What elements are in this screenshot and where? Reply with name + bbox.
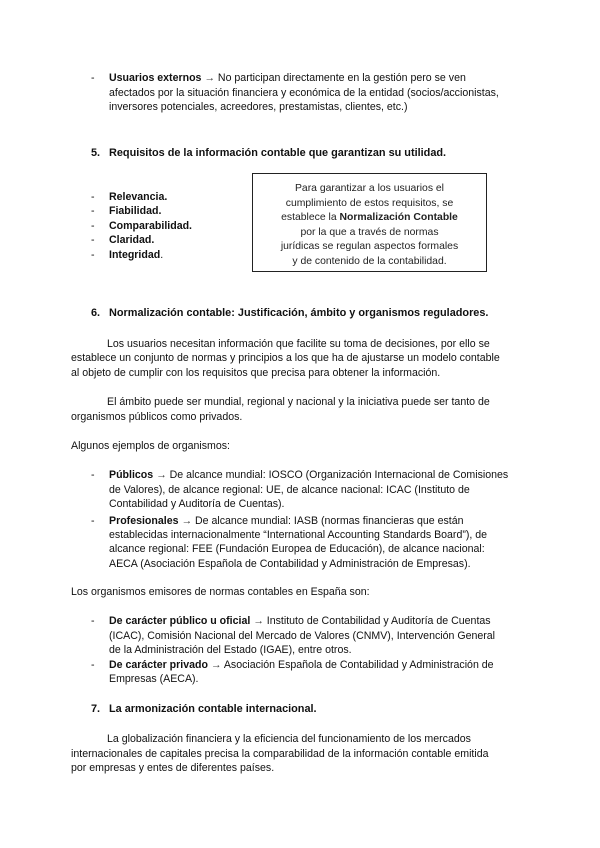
bullet-dash: -	[91, 469, 95, 481]
normalization-note-box	[252, 173, 487, 272]
external-users-text: No participan directamente en la gestión pero se ven	[214, 72, 466, 84]
external-users-line3: inversores potenciales, acreedores, prestamistas, clientes, etc.)	[109, 101, 408, 113]
bullet-dash: -	[91, 659, 95, 671]
arrow-icon: →	[253, 615, 264, 627]
section-5-number: 5.	[91, 147, 101, 159]
requirement-item: Integridad.	[109, 249, 164, 261]
bullet-dash: -	[91, 515, 95, 527]
requirement-item: Relevancia.	[109, 191, 168, 203]
bullet-dash: -	[91, 249, 95, 261]
bullet-dash: -	[91, 220, 95, 232]
requirement-item: Comparabilidad.	[109, 220, 192, 232]
arrow-icon: →	[204, 72, 215, 84]
external-users-line1	[109, 71, 466, 86]
requirement-item: Fiabilidad.	[109, 205, 162, 217]
professional-label: Profesionales	[109, 515, 179, 527]
section-6-title: Normalización contable: Justificación, ámbito y organismos reguladores.	[109, 307, 489, 319]
public-label: Públicos	[109, 469, 154, 481]
section-7-number: 7.	[91, 703, 101, 715]
examples-intro: Algunos ejemplos de organismos:	[71, 440, 230, 452]
section-7-title: La armonización contable internacional.	[109, 703, 317, 715]
normalization-note-text: Para garantizar a los usuarios el cumplimiento de estos requisitos, se establece la Normalización Contable por la que a través de normas jurídicas se regulan aspectos formales y de contenido de la contabilidad.	[280, 183, 459, 267]
arrow-icon: →	[156, 469, 167, 481]
bullet-dash: -	[91, 615, 95, 627]
bullet-dash: -	[91, 191, 95, 203]
spain-public-label: De carácter público u oficial	[109, 615, 251, 627]
bullet-dash: -	[91, 205, 95, 217]
external-users-label: Usuarios externos	[109, 72, 202, 84]
section-6-number: 6.	[91, 307, 101, 319]
bullet-dash: -	[91, 72, 95, 84]
bullet-dash: -	[91, 234, 95, 246]
spain-private-label: De carácter privado	[109, 659, 208, 671]
requirement-item: Claridad.	[109, 234, 155, 246]
external-users-line2: afectados por la situación financiera y económica de la entidad (socios/accionistas,	[109, 87, 499, 99]
section-5-title: Requisitos de la información contable que garantizan su utilidad.	[109, 147, 447, 159]
arrow-icon: →	[210, 659, 222, 671]
spain-intro: Los organismos emisores de normas contables en España son:	[71, 586, 370, 598]
arrow-icon: →	[181, 515, 193, 527]
